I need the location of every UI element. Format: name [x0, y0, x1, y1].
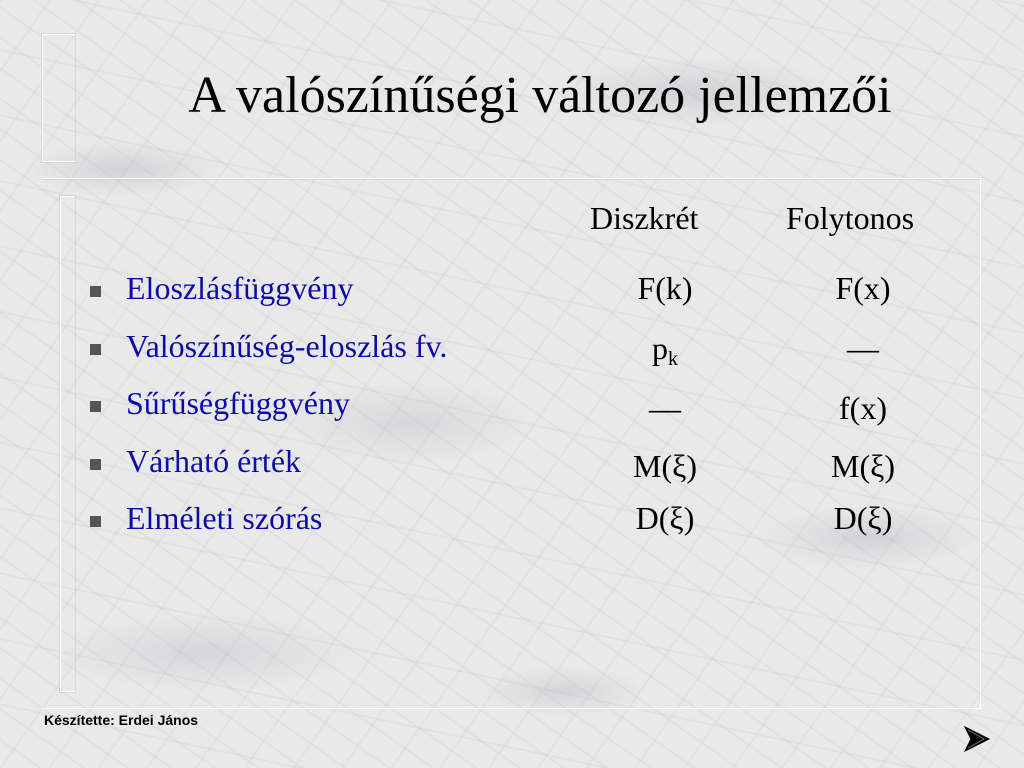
bullet-icon: [90, 344, 101, 355]
divider-line: [42, 178, 982, 179]
cell-continuous: F(x): [835, 270, 891, 306]
row-label: Elméleti szórás: [126, 500, 323, 536]
bullet-icon: [90, 286, 101, 297]
bullet-icon: [90, 516, 101, 527]
frame-bottom-line: [42, 708, 982, 709]
row-label: Eloszlásfüggvény: [126, 270, 354, 306]
cell-continuous: —: [847, 330, 879, 366]
frame-right-line: [980, 178, 981, 708]
cell-discrete: F(k): [637, 270, 693, 306]
bullet-icon: [90, 459, 101, 470]
cell-discrete: [580, 330, 750, 371]
title-decoration: [42, 34, 75, 162]
row-label: Várható érték: [126, 443, 302, 479]
cell-continuous: f(x): [839, 390, 887, 426]
cell-continuous: D(ξ): [833, 500, 893, 536]
footer-author: Készítette: Erdei János: [44, 712, 199, 728]
row-label: Sűrűségfüggvény: [126, 385, 350, 421]
cell-discrete: M(ξ): [632, 448, 698, 484]
cell-discrete-main: p: [652, 330, 668, 366]
cell-discrete: —: [649, 390, 681, 426]
bullet-icon: [90, 401, 101, 412]
cell-discrete-subscript: k: [668, 348, 678, 370]
next-arrow-icon[interactable]: [962, 724, 992, 754]
slide-title: A valószínűségi változó jellemzői: [188, 67, 892, 124]
cell-discrete: D(ξ): [635, 500, 695, 536]
row-label: Valószínűség-eloszlás fv.: [126, 328, 448, 364]
cell-continuous: M(ξ): [830, 448, 896, 484]
column-header-continuous: Folytonos: [786, 200, 915, 236]
body-decoration: [60, 196, 75, 692]
column-header-discrete: Diszkrét: [590, 200, 699, 236]
